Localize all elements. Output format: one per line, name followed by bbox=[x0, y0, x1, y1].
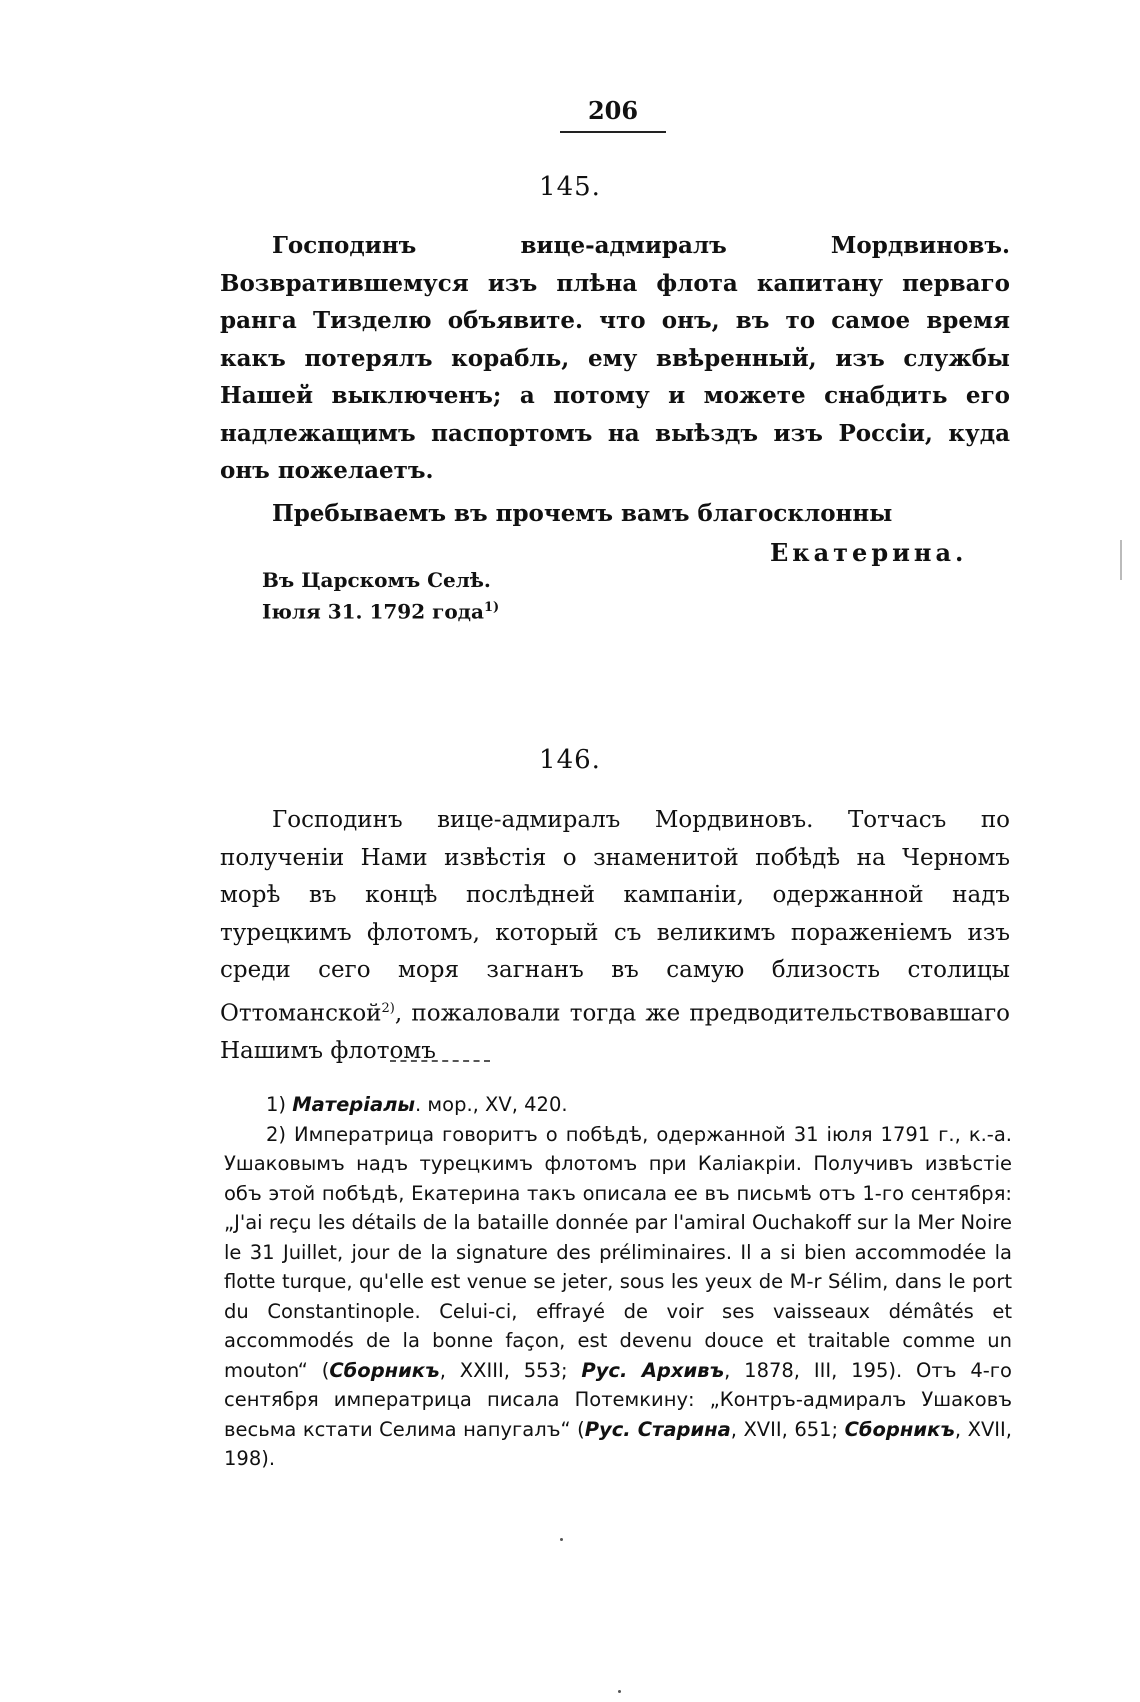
footnote-2-text-4: , XVII, 651; bbox=[730, 1417, 845, 1441]
scan-speck bbox=[560, 1538, 563, 1541]
letter-146-footnote-ref[interactable]: 2) bbox=[381, 1000, 395, 1016]
footnote-2-source-2: Рус. Архивъ bbox=[581, 1358, 725, 1382]
letter-145-place: Въ Царскомъ Селѣ. bbox=[262, 568, 491, 592]
footnote-2-text-3: , 1878, III, 195). Отъ 4-го сентября императрица писала Потемкину: „Контръ-адмиралъ Ушаковъ весьма кстати Селима напугалъ“ ( bbox=[224, 1358, 1012, 1441]
letter-146-text: Господинъ вице-адмиралъ Мордвиновъ. Тотчасъ по полученіи Нами извѣстія о знаменитой побѣдѣ на Черномъ морѣ въ концѣ послѣдней кампаніи, одержанной надъ турецкимъ флотомъ, который съ великимъ пораженіемъ изъ среди сего моря загнанъ въ самую близость столицы Оттоманской bbox=[220, 807, 1010, 1027]
footnote-1-mark: 1) bbox=[266, 1093, 287, 1116]
letter-146-number: 146. bbox=[539, 745, 601, 775]
letter-145-date: Іюля 31. 1792 года bbox=[262, 599, 484, 624]
page-number: 206 bbox=[560, 96, 666, 133]
footnote-2-source-1: Сборникъ bbox=[329, 1358, 440, 1382]
footnote-2-source-3: Рус. Старина bbox=[584, 1417, 731, 1441]
footnote-separator bbox=[390, 1060, 490, 1062]
footnote-2 bbox=[224, 1120, 1012, 1474]
letter-145-place-date bbox=[262, 566, 499, 626]
footnote-1-text: . мор., XV, 420. bbox=[415, 1093, 568, 1116]
scan-edge-mark bbox=[1120, 540, 1122, 580]
letter-146-body bbox=[220, 802, 1010, 1070]
footnote-2-text-1: Императрица говоритъ о побѣдѣ, одержанной 31 іюля 1791 г., к.-а. Ушаковымъ надъ турецкимъ флотомъ при Каліакріи. Получивъ извѣстіе объ этой побѣдѣ, Екатерина такъ описала ее въ письмѣ отъ 1-го сентября: „J'ai reçu les détails de la bataille donnée par l'amiral Ouchakoff sur la Mer Noire le 31 Juillet, jour de la signature des préliminaires. Il a si bien accommodée la flotte turque, qu'elle est venue se jeter, sous les yeux de M-r Sélim, dans le port du Constantinople. Celui-ci, effrayé de voir ses vaisseaux démâtés et accommodés de la bonne façon, est devenu douce et traitable comme un mouton“ ( bbox=[224, 1122, 1012, 1382]
letter-146-text-cont: , пожаловали тогда же предводительствовавшаго Нашимъ флотомъ bbox=[220, 1000, 1010, 1064]
scan-speck bbox=[618, 1690, 621, 1693]
footnote-1-source: Матеріалы bbox=[292, 1093, 416, 1116]
footnote-2-text-2: , XXIII, 553; bbox=[439, 1358, 582, 1382]
footnote-2-mark: 2) bbox=[266, 1122, 287, 1146]
letter-145-date-line bbox=[262, 594, 499, 626]
footnote-2-text-5: , XVII, 198). bbox=[224, 1417, 1013, 1470]
footnote-2-source-4: Сборникъ bbox=[844, 1417, 955, 1441]
footnote-1 bbox=[224, 1090, 1012, 1120]
letter-145-body bbox=[220, 227, 1010, 532]
letter-145-paragraph: Господинъ вице-адмиралъ Мордвиновъ. Возвратившемуся изъ плѣна флота капитану перваго ранга Тизделю объявите. что онъ, въ то самое время какъ потерялъ корабль, ему ввѣренный, изъ службы Нашей выключенъ; а потому и можете снабдить его надлежащимъ паспортомъ на выѣздъ изъ Россіи, куда онъ пожелаетъ. bbox=[220, 232, 1010, 484]
letter-145-signature: Екатерина. bbox=[770, 538, 968, 567]
letter-145-footnote-ref[interactable]: 1) bbox=[483, 600, 500, 615]
letter-145-number: 145. bbox=[539, 172, 601, 202]
letter-146-paragraph bbox=[220, 802, 1010, 1070]
footnotes bbox=[224, 1090, 1012, 1474]
letter-145-closing: Пребываемъ въ прочемъ вамъ благосклонны bbox=[272, 499, 893, 527]
